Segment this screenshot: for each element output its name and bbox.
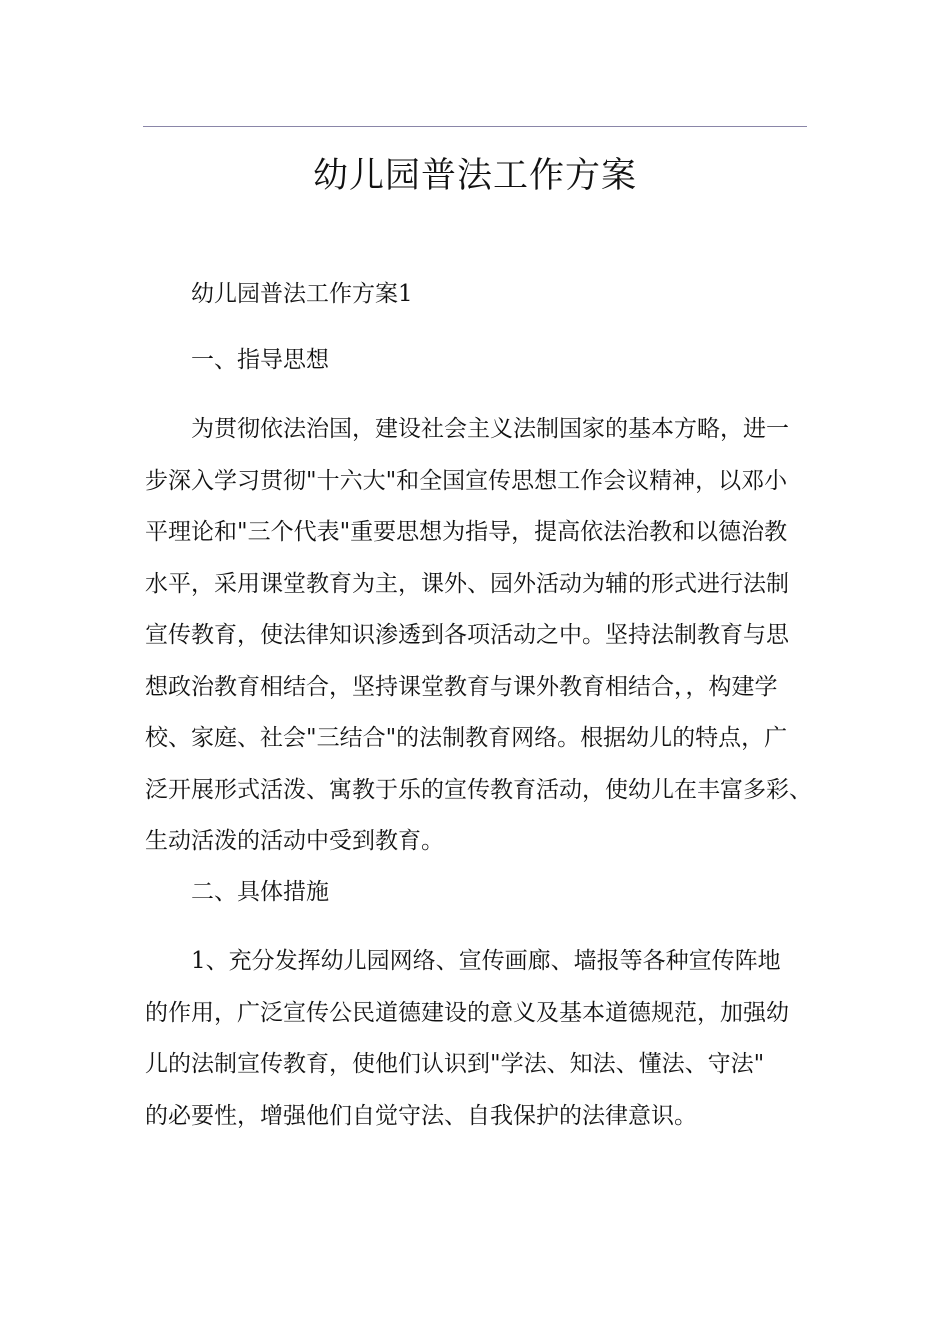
paragraph-line: 儿的法制宣传教育，使他们认识到"学法、知法、懂法、守法"	[145, 1051, 765, 1077]
paragraph-line: 为贯彻依法治国，建设社会主义法制国家的基本方略，进一	[191, 416, 789, 442]
section-1-paragraph	[145, 404, 812, 868]
document-subtitle: 幼儿园普法工作方案1	[191, 281, 413, 307]
paragraph-line: 的必要性，增强他们自觉守法、自我保护的法律意识。	[145, 1102, 697, 1129]
section-1-heading: 一、指导思想	[191, 347, 329, 373]
paragraph-line: 泛开展形式活泼、寓教于乐的宣传教育活动，使幼儿在丰富多彩、	[145, 776, 812, 803]
document-title: 幼儿园普法工作方案	[312, 156, 637, 196]
paragraph-line: 生动活泼的活动中受到教育。	[145, 828, 444, 854]
paragraph-line: 宣传教育，使法律知识渗透到各项活动之中。坚持法制教育与思	[145, 622, 789, 648]
header-rule	[143, 126, 807, 127]
paragraph-line: 1、充分发挥幼儿园网络、宣传画廊、墙报等各种宣传阵地	[191, 948, 781, 974]
paragraph-line: 的作用，广泛宣传公民道德建设的意义及基本道德规范，加强幼	[145, 999, 789, 1026]
paragraph-line: 平理论和"三个代表"重要思想为指导，提高依法治教和以德治教	[145, 519, 788, 545]
paragraph-line: 步深入学习贯彻"十六大"和全国宣传思想工作会议精神，以邓小	[145, 467, 788, 494]
section-2-paragraph	[145, 936, 809, 1142]
section-2-heading: 二、具体措施	[191, 879, 329, 905]
paragraph-line: 水平，采用课堂教育为主，课外、园外活动为辅的形式进行法制	[145, 570, 789, 597]
paragraph-line: 校、家庭、社会"三结合"的法制教育网络。根据幼儿的特点，广	[145, 725, 788, 751]
paragraph-line: 想政治教育相结合，坚持课堂教育与课外教育相结合，，构建学	[145, 673, 778, 700]
